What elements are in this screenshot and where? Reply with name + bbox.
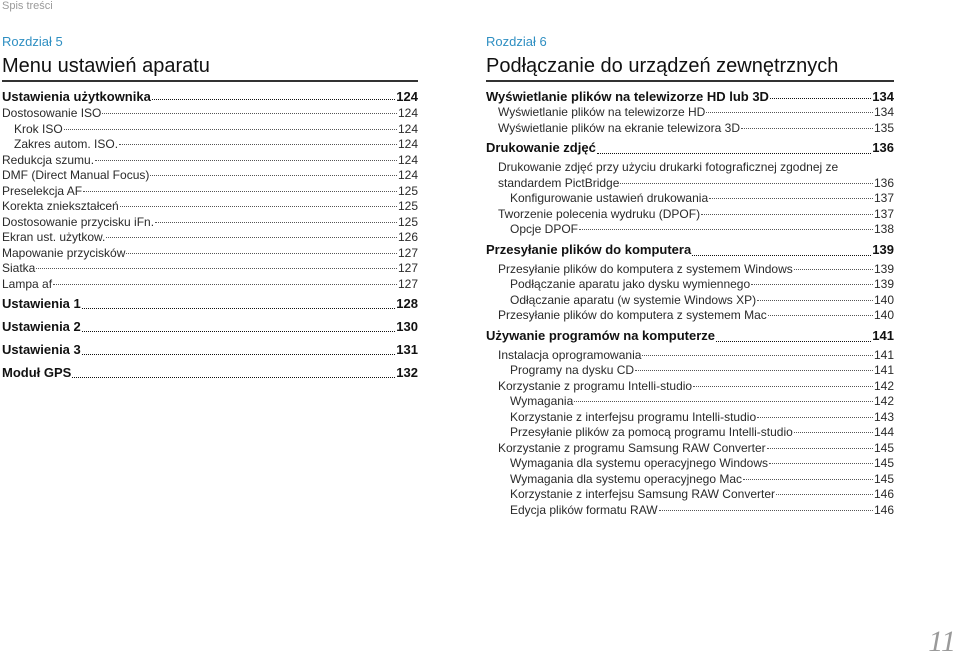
toc-entry[interactable]: Mapowanie przycisków 127 <box>2 245 418 260</box>
toc-entry[interactable]: Korekta zniekształceń 125 <box>2 199 418 213</box>
toc-entry[interactable]: Tworzenie polecenia wydruku (DPOF) 137 <box>498 206 894 221</box>
toc-entry[interactable]: Wymagania 142 <box>510 394 894 408</box>
toc-entry[interactable]: Ustawienia 1 128 <box>2 296 418 311</box>
toc-entry[interactable]: Lampa af 127 <box>2 276 418 291</box>
toc-column-right <box>486 34 894 518</box>
chapter-label: Rozdział 6 <box>486 34 547 49</box>
toc-entry[interactable]: Programy na dysku CD 141 <box>510 363 894 377</box>
toc-entry[interactable]: Wymagania dla systemu operacyjnego Mac 145 <box>510 471 894 486</box>
toc-entry[interactable]: Siatka 127 <box>2 261 418 275</box>
toc-entry[interactable]: Wymagania dla systemu operacyjnego Windows 145 <box>510 456 894 470</box>
page-number: 11 <box>928 625 956 658</box>
toc-entry[interactable]: Przesyłanie plików do komputera z systemem Mac 140 <box>498 308 894 322</box>
toc-entry[interactable]: Korzystanie z interfejsu Samsung RAW Converter 146 <box>510 487 894 501</box>
chapter-label: Rozdział 5 <box>2 34 63 49</box>
toc-entry[interactable]: Instalacja oprogramowania 141 <box>498 347 894 362</box>
toc-entry[interactable]: Odłączanie aparatu (w systemie Windows XP) 140 <box>510 292 894 307</box>
toc-entry[interactable]: Podłączanie aparatu jako dysku wymiennego 139 <box>510 277 894 291</box>
toc-entry[interactable]: Wyświetlanie plików na telewizorze HD 134 <box>498 105 894 119</box>
chapter-title: Podłączanie do urządzeń zewnętrznych <box>486 54 894 82</box>
toc-entry[interactable]: Redukcja szumu. 124 <box>2 152 418 167</box>
toc-entry[interactable]: Konfigurowanie ustawień drukowania 137 <box>510 191 894 205</box>
running-head: Spis treści <box>2 0 53 12</box>
toc-entry[interactable]: Drukowanie zdjęć przy użyciu drukarki fotograficznej zgodnej ze standardem PictBridge 136 <box>498 160 894 190</box>
toc-entry[interactable]: Krok ISO 124 <box>14 121 418 136</box>
toc-entry[interactable]: Przesyłanie plików za pomocą programu Intelli-studio 144 <box>510 425 894 439</box>
toc-entry[interactable]: Ustawienia 2 130 <box>2 319 418 334</box>
toc-entry[interactable]: Opcje DPOF 138 <box>510 222 894 236</box>
toc-entry[interactable]: Używanie programów na komputerze 141 <box>486 327 894 343</box>
toc-entry[interactable]: Przesyłanie plików do komputera 139 <box>486 241 894 257</box>
toc-entry[interactable]: Wyświetlanie plików na telewizorze HD lub 3D 134 <box>486 89 894 104</box>
toc-entry[interactable]: Wyświetlanie plików na ekranie telewizora 3D 135 <box>498 120 894 135</box>
toc-entry[interactable]: Preselekcja AF 125 <box>2 183 418 198</box>
toc-entry[interactable]: Edycja plików formatu RAW 146 <box>510 502 894 517</box>
toc-entry[interactable]: Korzystanie z programu Samsung RAW Converter 145 <box>498 440 894 455</box>
toc-entry[interactable]: Drukowanie zdjęć 136 <box>486 140 894 155</box>
toc-entry[interactable]: Korzystanie z programu Intelli-studio 142 <box>498 378 894 393</box>
toc-entry[interactable]: Zakres autom. ISO. 124 <box>14 137 418 151</box>
chapter-title: Menu ustawień aparatu <box>2 54 418 82</box>
toc-entry[interactable]: Ustawienia użytkownika 124 <box>2 89 418 104</box>
toc-entry[interactable]: Ekran ust. użytkow. 126 <box>2 230 418 244</box>
toc-entry[interactable]: Moduł GPS 132 <box>2 365 418 380</box>
toc-entry[interactable]: Dostosowanie ISO 124 <box>2 106 418 120</box>
toc-entry[interactable]: DMF (Direct Manual Focus) 124 <box>2 168 418 182</box>
toc-entry[interactable]: Przesyłanie plików do komputera z systemem Windows 139 <box>498 261 894 276</box>
toc-column-left <box>2 34 418 384</box>
toc-entry[interactable]: Dostosowanie przycisku iFn. 125 <box>2 214 418 229</box>
toc-entry[interactable]: Korzystanie z interfejsu programu Intelli-studio 143 <box>510 409 894 424</box>
toc-entry[interactable]: Ustawienia 3 131 <box>2 342 418 357</box>
